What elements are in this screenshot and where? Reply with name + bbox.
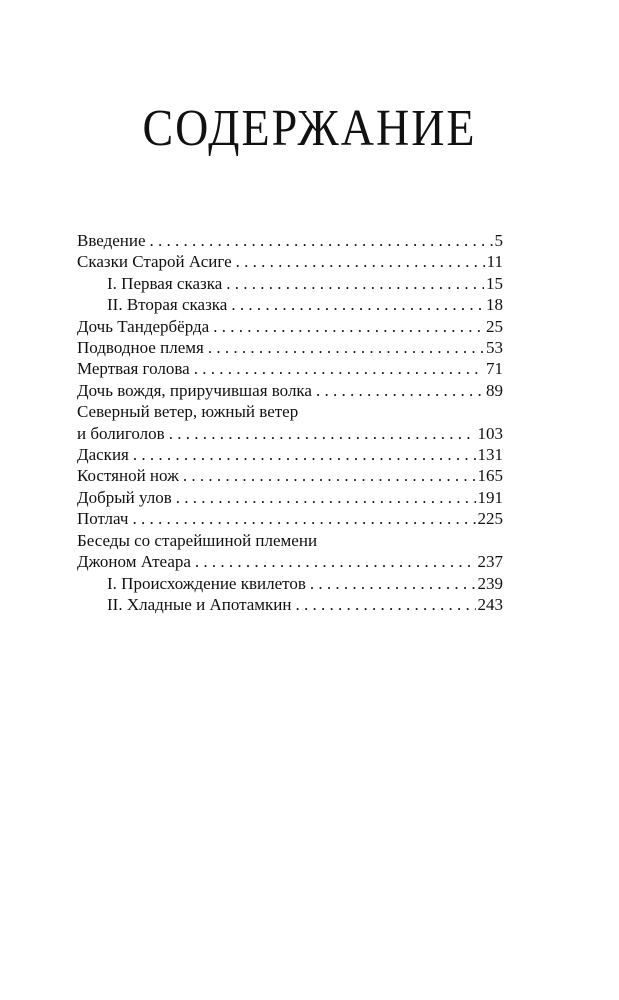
toc-entry-thunderbird-daughter[interactable]	[77, 316, 503, 337]
toc-entry-good-catch[interactable]	[77, 487, 503, 508]
toc-dot-leader	[316, 380, 484, 401]
toc-entry-daskiya[interactable]	[77, 444, 503, 465]
toc-page-number: 191	[477, 487, 503, 507]
toc-dot-leader	[183, 465, 476, 486]
toc-entry-dead-head[interactable]	[77, 358, 503, 379]
toc-entry-label: II. Вторая сказка	[107, 295, 228, 315]
toc-entry-label: Дочь вождя, приручившая волка	[77, 380, 312, 400]
toc-page-number: 225	[477, 509, 503, 529]
toc-page-number: 237	[477, 552, 503, 572]
toc-entry-origin-quileutes[interactable]	[77, 573, 503, 594]
toc-entry-bone-knife[interactable]	[77, 465, 503, 486]
toc-dot-leader	[169, 423, 476, 444]
toc-page-number: 25	[486, 316, 503, 336]
toc-entry-label: Даския	[77, 445, 129, 465]
toc-entry-label: Сказки Старой Асиге	[77, 252, 232, 272]
toc-page-number: 71	[486, 359, 503, 379]
toc-page-number: 11	[486, 252, 503, 272]
toc-entry-chief-daughter-wolf[interactable]	[77, 380, 503, 401]
toc-entry-label: II. Хладные и Апотамкин	[107, 594, 292, 614]
toc-page-number: 18	[486, 295, 503, 315]
toc-entry-cold-ones-apotamkin[interactable]	[77, 594, 503, 615]
toc-dot-leader	[133, 444, 476, 465]
toc-dot-leader	[132, 508, 475, 529]
toc-entry-label: I. Происхождение квилетов	[107, 573, 306, 593]
toc-entry-second-tale[interactable]	[77, 294, 503, 315]
table-of-contents	[77, 230, 503, 615]
toc-entry-conversations-john-atear[interactable]	[77, 530, 503, 573]
toc-page-number: 243	[477, 594, 503, 614]
toc-dot-leader	[208, 337, 484, 358]
toc-dot-leader	[310, 573, 476, 594]
toc-entry-label: и болиголов	[77, 423, 165, 443]
toc-entry-underwater-tribe[interactable]	[77, 337, 503, 358]
toc-page-number: 15	[486, 273, 503, 293]
toc-page-number: 89	[486, 380, 503, 400]
toc-entry-first-tale[interactable]	[77, 273, 503, 294]
toc-entry-label: Мертвая голова	[77, 359, 190, 379]
toc-dot-leader	[296, 594, 476, 615]
toc-entry-north-wind-south-wind[interactable]	[77, 401, 503, 444]
toc-entry-potlatch[interactable]	[77, 508, 503, 529]
toc-dot-leader	[195, 551, 476, 572]
toc-page-number: 103	[477, 423, 503, 443]
toc-entry-label: Дочь Тандербёрда	[77, 316, 210, 336]
toc-page-number: 131	[477, 445, 503, 465]
toc-entry-label-line1: Северный ветер, южный ветер	[77, 402, 299, 422]
toc-page-number: 165	[477, 466, 503, 486]
toc-entry-introduction[interactable]	[77, 230, 503, 251]
toc-page-number: 53	[486, 338, 503, 358]
toc-dot-leader	[231, 294, 484, 315]
toc-entry-label: Введение	[77, 231, 146, 250]
toc-entry-label: I. Первая сказка	[107, 273, 223, 293]
toc-entry-label: Добрый улов	[77, 487, 172, 507]
toc-entry-old-asige-tales[interactable]	[77, 251, 503, 272]
toc-dot-leader	[194, 358, 484, 379]
toc-entry-label: Джоном Атеара	[77, 552, 191, 572]
toc-entry-label: Потлач	[77, 509, 129, 529]
toc-dot-leader	[176, 487, 476, 508]
toc-dot-leader	[236, 251, 485, 272]
toc-dot-leader	[150, 230, 493, 251]
toc-entry-label: Костяной нож	[77, 466, 179, 486]
toc-page-number: 239	[477, 573, 503, 593]
toc-dot-leader	[213, 316, 484, 337]
toc-page-number: 5	[494, 231, 503, 250]
toc-entry-label: Подводное племя	[77, 338, 204, 358]
page-title: СОДЕРЖАНИЕ	[142, 98, 477, 156]
toc-entry-label-line1: Беседы со старейшиной племени	[77, 530, 318, 550]
toc-dot-leader	[226, 273, 484, 294]
